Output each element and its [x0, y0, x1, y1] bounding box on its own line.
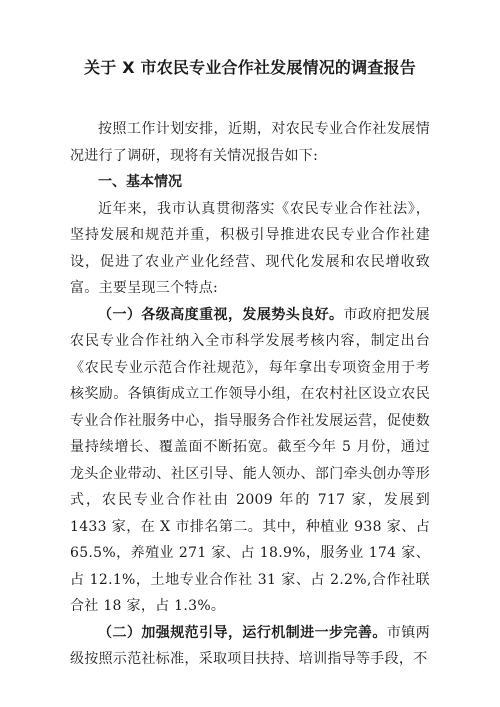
point-2-lead: （二）加强规范引导，运行机制进一步完善。 — [98, 624, 387, 641]
point-1-text: 市政府把发展农民专业合作社纳入全市科学发展考核内容，制定出台《农民专业示范合作社规范》，每年拿出专项资金用于考核奖励。各镇街成立工作领导小组，在农村社区设立农民专业合作社服务中心，指导服务合作社发展运营，促使数量持续增长、覆盖面不断拓宽。截至今年 5 月份，通过龙头企业带动、社区引导、能人领办、部门牵头创办等形式，农民专业合作社由 2009 年的 717 家，发展到 1433 家，在 X 市排名第二。其中，种植业 938 家、占 65.5%，养殖业 271 家、占 18.9%，服务业 174 家、占 12.1%，土地专业合作社 31 家、占 2.2%,合作社联合社 18 家，占 1.3%。 — [70, 306, 430, 614]
point-1-lead: （一）各级高度重视，发展势头良好。 — [98, 306, 344, 323]
document-body — [70, 116, 430, 673]
point-paragraph-2 — [70, 620, 430, 673]
section-heading-basic-situation: 一、基本情况 — [98, 174, 182, 190]
document-title: 关于 X 市农民专业合作社发展情况的调查报告 — [84, 58, 416, 77]
point-paragraph-1 — [70, 302, 430, 620]
intro-paragraph: 按照工作计划安排，近期，对农民专业合作社发展情况进行了调研，现将有关情况报告如下: — [70, 121, 430, 164]
point-2-text: 市镇两级按照示范社标准，采取项目扶持、培训指导等手段，不 — [70, 624, 430, 667]
section-paragraph-overview: 近年来，我市认真贯彻落实《农民专业合作社法》，坚持发展和规范并重，积极引导推进农民专业合作社建设，促进了农业产业化经营、现代化发展和农民增收致富。主要呈现三个特点: — [70, 200, 430, 296]
